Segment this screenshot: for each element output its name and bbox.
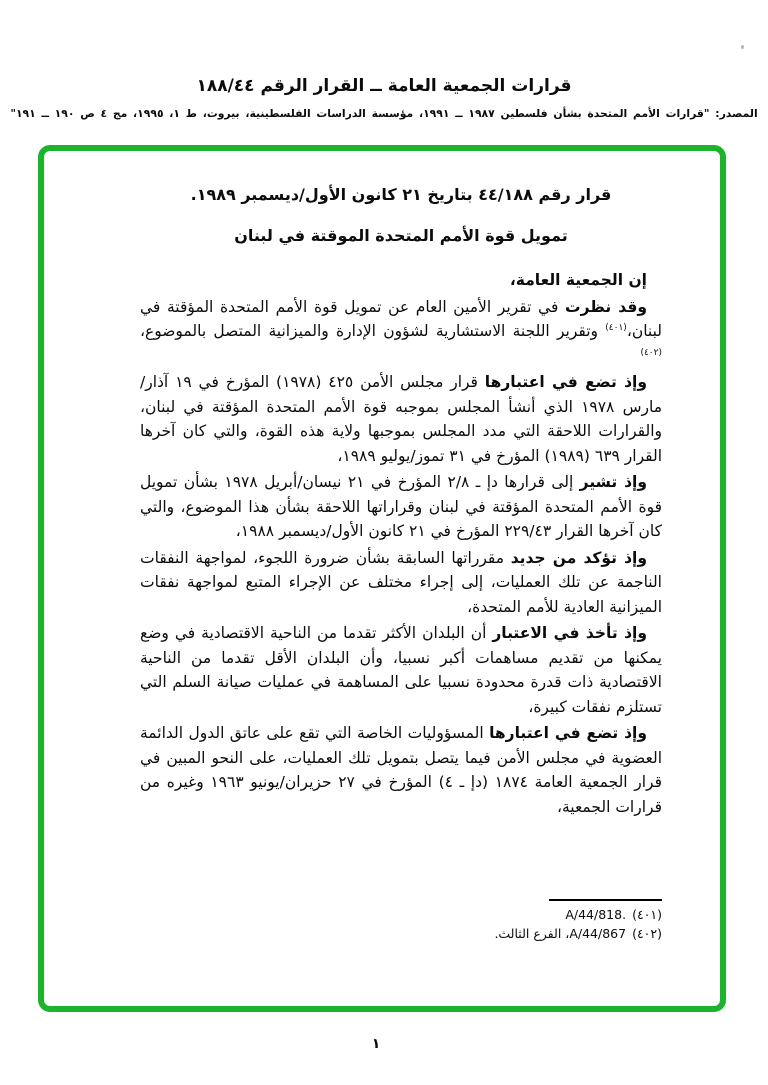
paragraph-lead-in: وإذ تؤكد من جديد [510,548,647,567]
footnote-document-symbol: A/44/867 [569,926,627,941]
page-number: ١ [371,1036,381,1052]
paragraph-lead-in: وإذ تأخذ في الاعتبار [492,624,647,642]
resolution-paragraph [140,295,662,369]
resolution-subtitle: تمويل قوة الأمم المتحدة الموقتة في لبنان [234,226,568,245]
source-citation-line: المصدر: "قرارات الأمم المتحدة بشأن فلسطين ١٩٨٧ ــ ١٩٩١، مؤسسة الدراسات الفلسطينية، بيروت، ط ١، ١٩٩٥، مج ٤ ص ١٩٠ ــ ١٩١" [10,107,758,120]
resolution-body [140,295,662,820]
resolution-paragraph [140,546,662,620]
paragraph-text: قرار مجلس الأمن ٤٢٥ (١٩٧٨) المؤرخ في ١٩ آذار/مارس ١٩٧٨ الذي أنشأ المجلس بموجبه قوة الأمم المتحدة المؤقتة في لبنان، والقرارات اللاحقة التي مدد المجلس بموجبها ولاية هذه القوة، والتي كان آخرها القرار ٦٣٩ (١٩٨٩) المؤرخ في ٣١ تموز/يوليو ١٩٨٩، [140,373,662,465]
paragraph-text: في تقرير الأمين العام عن تمويل قوة الأمم المتحدة المؤقتة في لبنان، [140,297,662,340]
paragraph-lead-in: وقد نظرت [565,297,647,316]
paragraph-text: وتقرير اللجنة الاستشارية لشؤون الإدارة والميزانية المتصل بالموضوع، [140,322,606,340]
footnote [140,905,662,924]
footnote-marker: (٤٠٢) [640,347,662,358]
resolution-title: قرار رقم ٤٤/١٨٨ بتاريخ ٢١ كانون الأول/ديسمبر ١٩٨٩. [190,185,612,204]
footnote-text: ، الفرع الثالث. [494,926,570,941]
paragraph-text: أن البلدان الأكثر تقدما من الناحية الاقتصادية في وضع يمكنها من تقديم مساهمات أكبر نسبيا، وأن البلدان الأقل تقدما من الناحية الاقتصادية ذات قدرة محدودة نسبيا على المساهمة في عمليات صيانة السلم التي تستلزم نفقات كبيرة، [140,624,662,716]
scan-speck [741,45,744,49]
paragraph-text: مقرراتها السابقة بشأن ضرورة اللجوء، لمواجهة النفقات الناجمة عن تلك العمليات، إلى إجراء مختلف عن الإجراء المتبع لمواجهة نفقات الميزانية العادية للأمم المتحدة، [140,548,662,616]
footnote-list [140,905,662,943]
resolution-paragraph [140,621,662,719]
footnote-document-symbol: A/44/818. [565,907,627,922]
paragraph-text: إلى قرارها دإ ـ ٢/٨ المؤرخ في ٢١ نيسان/أبريل ١٩٧٨ بشأن تمويل قوة الأمم المتحدة المؤقتة في لبنان وقراراتها اللاحقة بشأن هذا الموضوع، والتي كان آخرها القرار ٢٢٩/٤٣ المؤرخ في ٢١ كانون الأول/ديسمبر ١٩٨٨، [140,473,662,540]
resolution-paragraph [140,370,662,468]
footnote-number: (٤٠١) [632,907,662,922]
paragraph-lead-in: وإذ تشير [579,473,647,491]
paragraph-lead-in: وإذ تضع في اعتبارها [489,724,648,742]
footnote-area [140,899,662,943]
footnote-marker: (٤٠١) [605,322,627,333]
resolution-annotation-box [38,145,726,1012]
footnote-number: (٤٠٢) [632,926,662,941]
paragraph-text: المسؤوليات الخاصة التي تقع على عاتق الدول الدائمة العضوية في مجلس الأمن فيما يتصل بتمويل تلك العمليات، على النحو المبين في قرار الجمعية العامة ١٨٧٤ (دإ ـ ٤) المؤرخ في ٢٧ حزيران/يونيو ١٩٦٣ وغيره من قرارات الجمعية، [140,724,663,816]
footnote [140,924,662,943]
page-header-title: قرارات الجمعية العامة ــ القرار الرقم ١٨٨/٤٤ [196,76,572,96]
resolution-paragraph [140,721,662,819]
resolution-paragraph [140,470,662,544]
resolution-opening: إن الجمعية العامة، [509,271,647,289]
footnote-divider [549,899,662,901]
paragraph-lead-in: وإذ تضع في اعتبارها [484,373,647,391]
